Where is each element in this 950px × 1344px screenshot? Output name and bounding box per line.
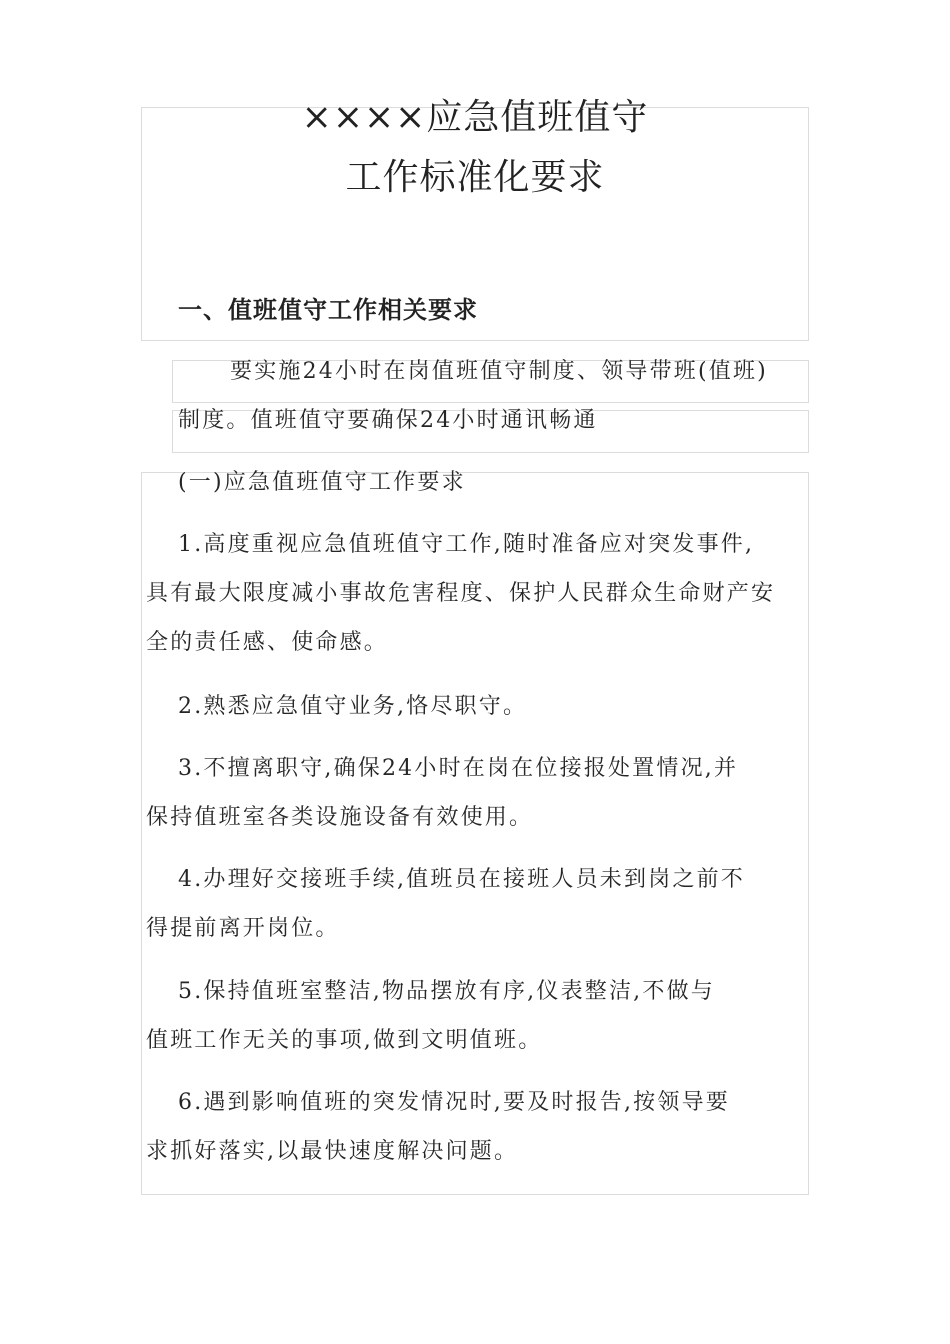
item-5-line-2: 值班工作无关的事项,做到文明值班。	[146, 1028, 543, 1053]
section-heading: 一、值班值守工作相关要求	[178, 296, 478, 324]
item-1-line-2: 具有最大限度减小事故危害程度、保护人民群众生命财产安	[146, 581, 776, 606]
item-3-line-1: 3.不擅离职守,确保24小时在岗在位接报处置情况,并	[178, 756, 739, 781]
item-6-line-2: 求抓好落实,以最快速度解决问题。	[146, 1139, 519, 1164]
item-4-line-1: 4.办理好交接班手续,值班员在接班人员未到岗之前不	[178, 867, 745, 892]
document-title-line-2: 工作标准化要求	[345, 157, 605, 198]
item-2-line-1: 2.熟悉应急值守业务,恪尽职守。	[178, 694, 528, 719]
item-5-line-1: 5.保持值班室整洁,物品摆放有序,仪表整洁,不做与	[178, 979, 715, 1004]
item-6-line-1: 6.遇到影响值班的突发情况时,要及时报告,按领导要	[178, 1090, 730, 1115]
item-1-line-1: 1.高度重视应急值班值守工作,随时准备应对突发事件,	[178, 532, 755, 557]
subsection-heading: (一)应急值班值守工作要求	[178, 470, 466, 495]
intro-line-2: 制度。值班值守要确保24小时通讯畅通	[178, 408, 598, 433]
intro-line-1: 要实施24小时在岗值班值守制度、领导带班(值班)	[230, 359, 768, 384]
item-3-line-2: 保持值班室各类设施设备有效使用。	[146, 805, 534, 830]
document-title-line-1: ××××应急值班值守	[301, 97, 649, 138]
item-1-line-3: 全的责任感、使命感。	[146, 630, 389, 655]
item-4-line-2: 得提前离开岗位。	[146, 916, 340, 941]
